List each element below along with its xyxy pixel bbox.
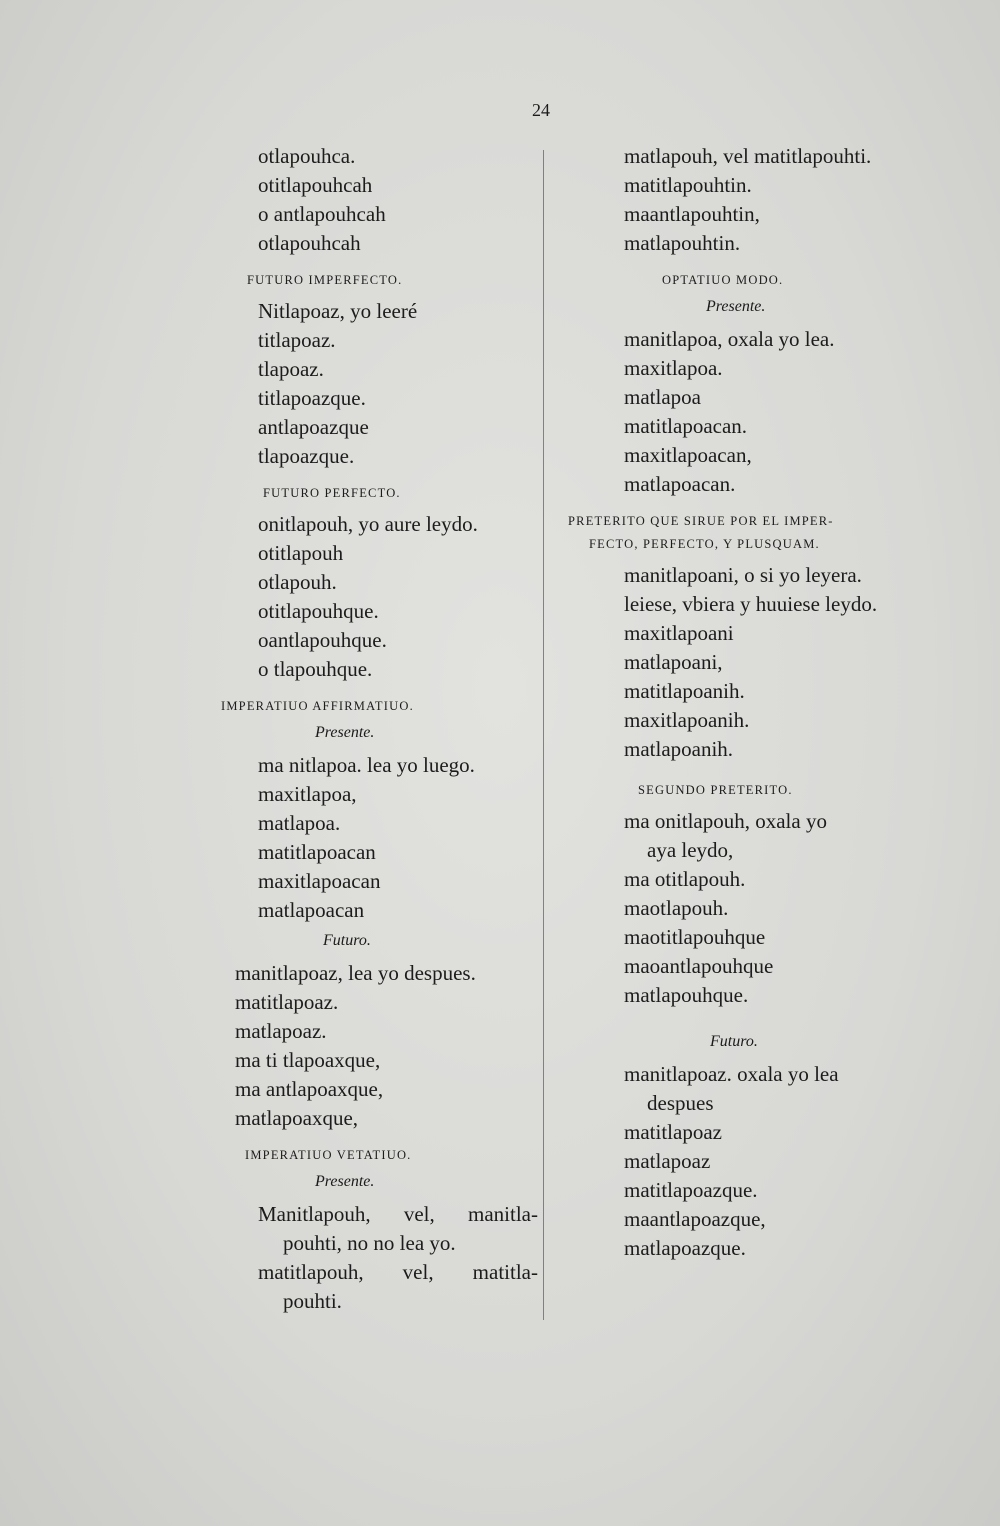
text-line: pouhti, no no lea yo. bbox=[283, 1231, 456, 1255]
text-line: onitlapouh, yo aure leydo. bbox=[258, 512, 478, 536]
text-line: manitlapoaz. oxala yo lea bbox=[624, 1062, 839, 1086]
subsection-label: Futuro. bbox=[710, 1033, 758, 1050]
text-line: o antlapouhcah bbox=[258, 202, 386, 226]
text-line: matitlapoaz bbox=[624, 1120, 722, 1144]
text-line bbox=[258, 1258, 538, 1287]
text-line: otitlapouhcah bbox=[258, 173, 373, 197]
text-line: leiese, vbiera y huuiese leydo. bbox=[624, 592, 878, 616]
text-line bbox=[258, 1200, 538, 1229]
section-heading: OPTATIUO MODO. bbox=[662, 273, 784, 287]
text-line: maantlapoazque, bbox=[624, 1207, 766, 1231]
text-line: otlapouhca. bbox=[258, 144, 356, 168]
text-line: manitlapoaz, lea yo despues. bbox=[235, 961, 476, 985]
text-line: titlapoaz. bbox=[258, 328, 336, 352]
text-line: matitlapoaz. bbox=[235, 990, 339, 1014]
text-line: maantlapouhtin, bbox=[624, 202, 760, 226]
subsection-label: Presente. bbox=[706, 298, 766, 315]
text-fragment: Manitlapouh, bbox=[258, 1202, 371, 1226]
section-heading: PRETERITO QUE SIRUE POR EL IMPER- bbox=[568, 514, 834, 528]
text-fragment: matitlapouh, bbox=[258, 1260, 364, 1284]
text-line: oantlapouhque. bbox=[258, 628, 387, 652]
text-line: matlapoazque. bbox=[624, 1236, 746, 1260]
text-line: maotitlapouhque bbox=[624, 925, 766, 949]
text-line: ma ti tlapoaxque, bbox=[235, 1048, 381, 1072]
text-fragment: vel, bbox=[402, 1260, 434, 1284]
text-line: maxitlapoacan, bbox=[624, 443, 752, 467]
left-column bbox=[221, 142, 538, 1316]
text-line: pouhti. bbox=[283, 1289, 342, 1313]
page-number: 24 bbox=[532, 100, 550, 120]
text-line: ma onitlapouh, oxala yo bbox=[624, 809, 827, 833]
section-heading: IMPERATIUO AFFIRMATIUO. bbox=[221, 699, 414, 713]
text-fragment: vel, bbox=[403, 1202, 435, 1226]
text-line: aya leydo, bbox=[647, 838, 734, 862]
text-line: Nitlapoaz, yo leeré bbox=[258, 299, 418, 323]
text-line: ma nitlapoa. lea yo luego. bbox=[258, 753, 475, 777]
text-line: matlapoanih. bbox=[624, 737, 734, 761]
text-line: despues bbox=[647, 1091, 714, 1115]
text-line: matlapoacan. bbox=[624, 472, 736, 496]
text-line: manitlapoani, o si yo leyera. bbox=[624, 563, 862, 587]
text-line: maxitlapoani bbox=[624, 621, 734, 645]
section-heading: FUTURO PERFECTO. bbox=[263, 486, 401, 500]
text-line: maxitlapoacan bbox=[258, 869, 381, 893]
text-line: tlapoaz. bbox=[258, 357, 324, 381]
text-line: maoantlapouhque bbox=[624, 954, 774, 978]
text-line: o tlapouhque. bbox=[258, 657, 373, 681]
text-line: matitlapoazque. bbox=[624, 1178, 758, 1202]
section-heading: FECTO, PERFECTO, Y PLUSQUAM. bbox=[589, 537, 820, 551]
text-line: maxitlapoanih. bbox=[624, 708, 750, 732]
text-line: matlapoaxque, bbox=[235, 1106, 359, 1130]
text-line: titlapoazque. bbox=[258, 386, 366, 410]
section-heading: SEGUNDO PRETERITO. bbox=[638, 783, 793, 797]
text-line: otitlapouhque. bbox=[258, 599, 379, 623]
text-fragment: manitla- bbox=[468, 1202, 538, 1226]
text-line: antlapoazque bbox=[258, 415, 369, 439]
text-line: matlapoaz. bbox=[235, 1019, 327, 1043]
section-heading: FUTURO IMPERFECTO. bbox=[247, 273, 403, 287]
subsection-label: Presente. bbox=[315, 724, 375, 741]
text-line: matitlapoacan bbox=[258, 840, 376, 864]
text-line: maotlapouh. bbox=[624, 896, 729, 920]
text-line: matlapoacan bbox=[258, 898, 365, 922]
text-line: matlapoaz bbox=[624, 1149, 711, 1173]
text-line: matlapoa. bbox=[258, 811, 341, 835]
text-line: matitlapoanih. bbox=[624, 679, 745, 703]
subsection-label: Presente. bbox=[315, 1173, 375, 1190]
text-line: ma otitlapouh. bbox=[624, 867, 746, 891]
text-line: otitlapouh bbox=[258, 541, 344, 565]
text-line: matlapouhtin. bbox=[624, 231, 741, 255]
text-line: ma antlapoaxque, bbox=[235, 1077, 384, 1101]
text-line: matlapouh, vel matitlapouhti. bbox=[624, 144, 872, 168]
column-divider bbox=[543, 150, 544, 1320]
text-line: maxitlapoa. bbox=[624, 356, 723, 380]
text-line: otlapouh. bbox=[258, 570, 337, 594]
text-fragment: matitla- bbox=[472, 1260, 538, 1284]
text-line: matitlapouhtin. bbox=[624, 173, 752, 197]
section-heading: IMPERATIUO VETATIUO. bbox=[245, 1148, 412, 1162]
subsection-label: Futuro. bbox=[323, 932, 371, 949]
text-line: matlapoani, bbox=[624, 650, 723, 674]
text-line: otlapouhcah bbox=[258, 231, 361, 255]
text-line: matitlapoacan. bbox=[624, 414, 748, 438]
text-line: maxitlapoa, bbox=[258, 782, 357, 806]
text-line: matlapouhque. bbox=[624, 983, 749, 1007]
text-line: manitlapoa, oxala yo lea. bbox=[624, 327, 835, 351]
text-line: matlapoa bbox=[624, 385, 701, 409]
right-column bbox=[560, 142, 940, 1263]
text-line: tlapoazque. bbox=[258, 444, 355, 468]
